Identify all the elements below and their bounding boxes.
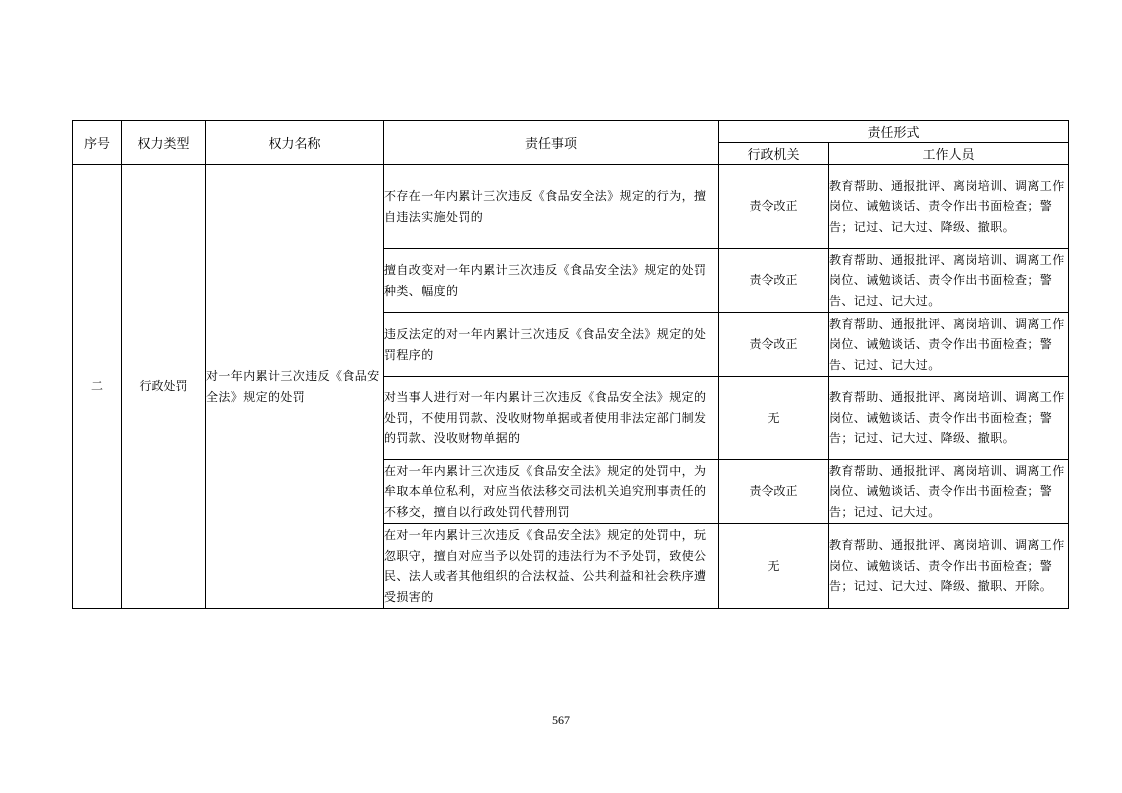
- header-power-type: 权力类型: [122, 121, 206, 165]
- row-agency: 责令改正: [719, 460, 829, 524]
- row-staff: 教育帮助、通报批评、离岗培训、调离工作岗位、诫勉谈话、责令作出书面检查；警告；记过、记大过、降级、撤职。: [829, 165, 1069, 249]
- header-matter: 责任事项: [384, 121, 719, 165]
- row-matter: 不存在一年内累计三次违反《食品安全法》规定的行为，擅自违法实施处罚的: [384, 165, 719, 249]
- header-row-1: [73, 121, 1069, 143]
- group-seq: 二: [73, 165, 122, 609]
- row-agency: 责令改正: [719, 165, 829, 249]
- responsibility-table: [72, 120, 1069, 609]
- row-matter: 在对一年内累计三次违反《食品安全法》规定的处罚中，玩忽职守，擅自对应当予以处罚的违法行为不予处罚，致使公民、法人或者其他组织的合法权益、公共利益和社会秩序遭受损害的: [384, 524, 719, 609]
- row-staff: 教育帮助、通报批评、离岗培训、调离工作岗位、诫勉谈话、责令作出书面检查；警告；记过、记大过。: [829, 460, 1069, 524]
- header-agency: 行政机关: [719, 143, 829, 165]
- row-agency: 责令改正: [719, 249, 829, 313]
- header-seq: 序号: [73, 121, 122, 165]
- row-matter: 违反法定的对一年内累计三次违反《食品安全法》规定的处罚程序的: [384, 313, 719, 377]
- row-staff: 教育帮助、通报批评、离岗培训、调离工作岗位、诫勉谈话、责令作出书面检查；警告、记过、记大过。: [829, 249, 1069, 313]
- row-staff: 教育帮助、通报批评、离岗培训、调离工作岗位、诫勉谈话、责令作出书面检查；警告；记过、记大过、降级、撤职。: [829, 377, 1069, 460]
- row-matter: 擅自改变对一年内累计三次违反《食品安全法》规定的处罚种类、幅度的: [384, 249, 719, 313]
- row-staff: 教育帮助、通报批评、离岗培训、调离工作岗位、诫勉谈话、责令作出书面检查；警告；记过、记大过、降级、撤职、开除。: [829, 524, 1069, 609]
- group-power-type: 行政处罚: [122, 165, 206, 609]
- row-agency: 责令改正: [719, 313, 829, 377]
- header-staff: 工作人员: [829, 143, 1069, 165]
- header-form: 责任形式: [719, 121, 1069, 143]
- row-agency: 无: [719, 377, 829, 460]
- row-matter: 对当事人进行对一年内累计三次违反《食品安全法》规定的处罚，不使用罚款、没收财物单据或者使用非法定部门制发的罚款、没收财物单据的: [384, 377, 719, 460]
- page-number: 567: [552, 713, 570, 727]
- table-row: [73, 165, 1069, 249]
- row-agency: 无: [719, 524, 829, 609]
- group-power-name: 对一年内累计三次违反《食品安全法》规定的处罚: [206, 165, 384, 609]
- header-power-name: 权力名称: [206, 121, 384, 165]
- row-matter: 在对一年内累计三次违反《食品安全法》规定的处罚中，为牟取本单位私利，对应当依法移交司法机关追究刑事责任的不移交，擅自以行政处罚代替刑罚: [384, 460, 719, 524]
- row-staff: 教育帮助、通报批评、离岗培训、调离工作岗位、诫勉谈话、责令作出书面检查；警告、记过、记大过。: [829, 313, 1069, 377]
